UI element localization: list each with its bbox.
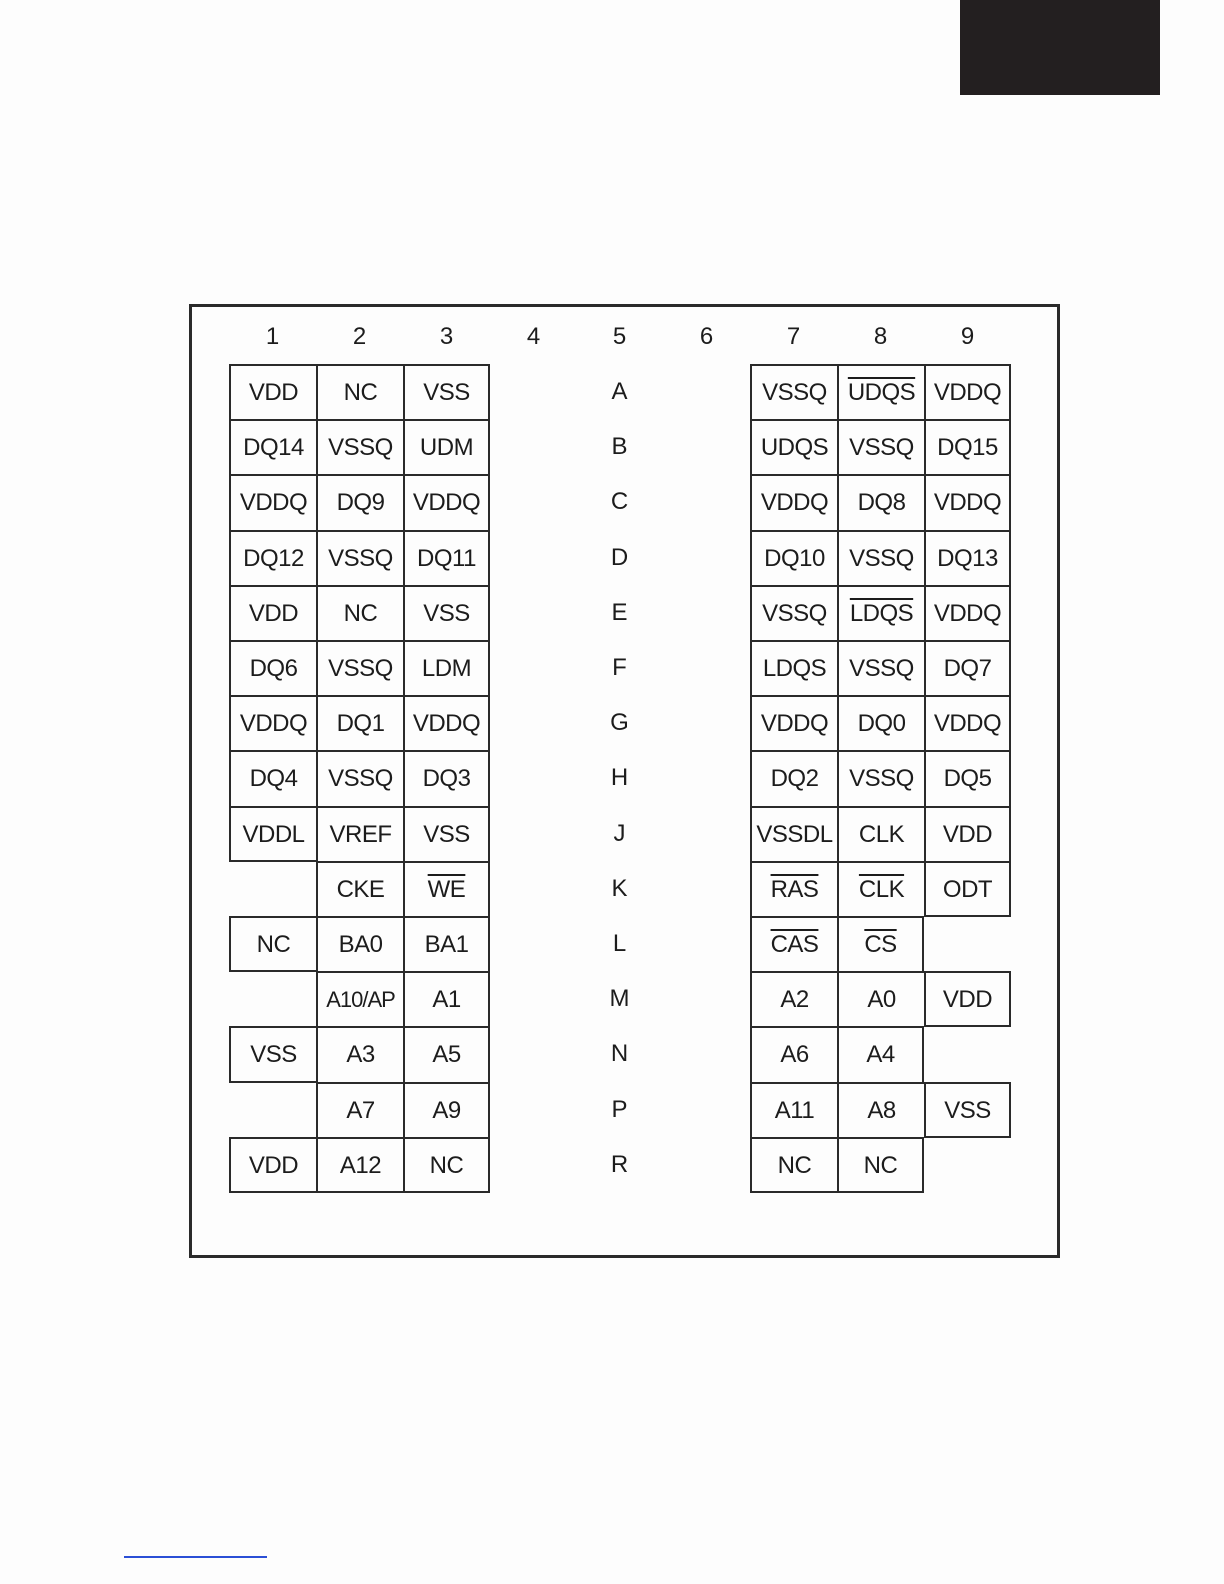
pin-label: VDDQ [933, 489, 1002, 517]
pin-N3 [403, 1026, 490, 1082]
pin-label: VDDL [242, 820, 305, 848]
pin-M2 [316, 971, 403, 1027]
pin-J9 [924, 806, 1011, 862]
pin-label: VSS [423, 599, 470, 627]
pin-L8 [837, 916, 924, 972]
pin-label: DQ7 [943, 655, 992, 682]
pin-label: ODT [942, 875, 993, 903]
pin-L1 [229, 916, 316, 972]
pin-B2 [316, 419, 403, 475]
pin-K7 [750, 861, 837, 917]
pin-N1 [229, 1026, 316, 1082]
pin-G8 [837, 695, 924, 751]
page-corner-tab [960, 0, 1160, 95]
pin-G2 [316, 695, 403, 751]
pin-label: VDDQ [412, 489, 481, 517]
pin-label: DQ5 [943, 765, 992, 793]
pin-label: VSSQ [328, 434, 393, 462]
pin-H3 [403, 750, 490, 806]
pin-A1 [229, 364, 316, 420]
pin-N7 [750, 1026, 837, 1082]
row-label-K: K [611, 874, 628, 902]
pin-J8 [837, 806, 924, 862]
pin-A3 [403, 364, 490, 420]
pin-label: NC [343, 379, 378, 406]
row-label-L: L [612, 930, 627, 957]
pin-label: DQ2 [770, 765, 819, 793]
row-label-R: R [610, 1150, 629, 1178]
pin-F8 [837, 640, 924, 696]
pin-label: VSSQ [849, 544, 914, 572]
pin-D8 [837, 530, 924, 586]
pin-R2 [316, 1137, 403, 1193]
pin-P2 [316, 1082, 403, 1138]
pin-M8 [837, 971, 924, 1027]
pin-label: DQ4 [249, 765, 298, 793]
pin-label: VSSQ [328, 765, 393, 793]
pin-B3 [403, 419, 490, 475]
pin-label: VDDQ [239, 710, 308, 738]
pin-D3 [403, 530, 490, 586]
pin-M9 [924, 971, 1011, 1027]
pin-F3 [403, 640, 490, 696]
pin-label: VSSQ [849, 655, 914, 682]
pin-label: NC [256, 931, 291, 958]
pin-D1 [229, 530, 316, 586]
pin-B1 [229, 419, 316, 475]
pin-C7 [750, 474, 837, 530]
pin-G3 [403, 695, 490, 751]
pin-J2 [316, 806, 403, 862]
pin-E1 [229, 585, 316, 641]
pin-label: DQ3 [422, 765, 471, 793]
pin-M7 [750, 971, 837, 1027]
pin-label: A8 [867, 1096, 896, 1124]
pin-label: A7 [346, 1096, 375, 1124]
pin-H8 [837, 750, 924, 806]
pin-label: A12 [339, 1151, 382, 1179]
row-label-P: P [611, 1095, 628, 1123]
pin-label: VDDQ [933, 379, 1002, 406]
pin-label: DQ8 [857, 489, 906, 517]
pin-label: DQ10 [764, 544, 825, 572]
pin-P7 [750, 1082, 837, 1138]
pin-label: UDQS [760, 434, 829, 462]
pin-label: VSS [423, 820, 470, 848]
pin-label: VSSQ [328, 544, 393, 572]
pin-label: UDM [419, 434, 474, 462]
pin-label: LDQS [849, 599, 914, 627]
pin-label: VSS [944, 1096, 991, 1124]
pin-label: NC [343, 599, 378, 627]
pin-label: VREF [329, 820, 392, 848]
pin-A2 [316, 364, 403, 420]
pin-D2 [316, 530, 403, 586]
pin-L2 [316, 916, 403, 972]
pin-label: VSSQ [762, 379, 827, 406]
pin-P8 [837, 1082, 924, 1138]
row-label-N: N [610, 1040, 629, 1068]
column-header-9: 9 [960, 323, 975, 350]
pin-E8 [837, 585, 924, 641]
pin-label: VSSQ [328, 655, 393, 682]
pin-label: NC [863, 1151, 898, 1179]
pin-label: $\overline{RAS}$ [770, 875, 819, 903]
pin-label: CKE [336, 875, 385, 903]
pin-label: VSSQ [849, 765, 914, 793]
pin-label: A2 [780, 986, 809, 1014]
pin-label: A5 [432, 1041, 461, 1069]
pin-J7 [750, 806, 837, 862]
pin-label: DQ1 [336, 710, 385, 738]
column-header-1: 1 [265, 323, 280, 350]
column-header-2: 2 [352, 323, 367, 350]
pin-label: A6 [780, 1041, 809, 1069]
pin-label: A1 [432, 986, 461, 1014]
pin-label: A10/AP [326, 987, 395, 1013]
pin-R3 [403, 1137, 490, 1193]
pin-B7 [750, 419, 837, 475]
pin-C1 [229, 474, 316, 530]
pin-label: VDD [248, 1151, 299, 1179]
pin-label: DQ9 [336, 489, 385, 517]
pin-E9 [924, 585, 1011, 641]
pin-K3 [403, 861, 490, 917]
pin-label: NC [429, 1151, 464, 1179]
pin-N8 [837, 1026, 924, 1082]
pin-L3 [403, 916, 490, 972]
row-label-F: F [612, 654, 627, 681]
pin-label: VSSQ [849, 434, 914, 462]
pin-A7 [750, 364, 837, 420]
pin-label: LDM [421, 655, 472, 682]
pin-label: VDDQ [239, 489, 308, 517]
pin-F1 [229, 640, 316, 696]
pin-A8 [837, 364, 924, 420]
pin-R7 [750, 1137, 837, 1193]
pin-J3 [403, 806, 490, 862]
pin-label: $\overline{CLK}$ [858, 875, 905, 903]
row-label-E: E [611, 598, 628, 626]
pin-G9 [924, 695, 1011, 751]
pin-label: DQ13 [937, 544, 998, 572]
pin-H7 [750, 750, 837, 806]
column-header-8: 8 [873, 323, 888, 350]
pin-B8 [837, 419, 924, 475]
column-header-4: 4 [526, 323, 541, 350]
row-label-M: M [609, 985, 630, 1013]
pin-H2 [316, 750, 403, 806]
pin-C2 [316, 474, 403, 530]
pin-label: A0 [867, 986, 896, 1014]
pin-label: A3 [346, 1041, 375, 1069]
pin-label: VDDQ [760, 489, 829, 517]
pin-P3 [403, 1082, 490, 1138]
pin-label: DQ14 [243, 434, 304, 462]
pin-label: A4 [866, 1041, 895, 1069]
pin-label: VSSDL [756, 820, 833, 848]
pin-E3 [403, 585, 490, 641]
pin-K9 [924, 861, 1011, 917]
pin-label: UDQS [847, 379, 916, 406]
pin-C3 [403, 474, 490, 530]
pin-F2 [316, 640, 403, 696]
pin-label: VDD [942, 986, 993, 1014]
pin-F9 [924, 640, 1011, 696]
pin-M3 [403, 971, 490, 1027]
pin-label: DQ6 [249, 655, 298, 682]
pin-label: BA1 [424, 931, 469, 958]
pin-G7 [750, 695, 837, 751]
pin-label: VSS [250, 1041, 297, 1069]
pin-K8 [837, 861, 924, 917]
footer-link-underline[interactable] [124, 1556, 267, 1558]
column-header-7: 7 [786, 323, 801, 350]
pin-K2 [316, 861, 403, 917]
pin-A9 [924, 364, 1011, 420]
row-label-H: H [610, 764, 629, 792]
pin-B9 [924, 419, 1011, 475]
pin-label: VDD [248, 379, 299, 406]
column-header-6: 6 [699, 323, 714, 350]
pin-P9 [924, 1082, 1011, 1138]
pin-H9 [924, 750, 1011, 806]
pin-C9 [924, 474, 1011, 530]
column-header-3: 3 [439, 323, 454, 350]
pin-D9 [924, 530, 1011, 586]
pin-label: $\overline{CAS}$ [770, 931, 819, 958]
row-label-B: B [611, 433, 628, 461]
pin-label: A11 [774, 1096, 815, 1124]
pin-E2 [316, 585, 403, 641]
pin-label: $\overline{WE}$ [427, 875, 466, 903]
row-label-J: J [613, 819, 626, 847]
pin-label: VDDQ [760, 710, 829, 738]
pin-L7 [750, 916, 837, 972]
pin-label: VDDQ [933, 599, 1002, 627]
pin-label: VSSQ [762, 599, 827, 627]
pin-H1 [229, 750, 316, 806]
pin-N2 [316, 1026, 403, 1082]
pin-J1 [229, 806, 316, 862]
pin-label: VDD [248, 599, 299, 627]
pin-label: VDDQ [933, 710, 1002, 738]
pin-label: VDD [942, 820, 993, 848]
pin-label: DQ11 [417, 544, 476, 572]
pin-label: DQ12 [243, 544, 304, 572]
row-label-C: C [610, 488, 629, 516]
pin-label: VDDQ [412, 710, 481, 738]
row-label-D: D [610, 543, 629, 571]
pin-F7 [750, 640, 837, 696]
pin-label: NC [777, 1151, 812, 1179]
pin-label: A9 [432, 1096, 461, 1124]
pin-R8 [837, 1137, 924, 1193]
pin-E7 [750, 585, 837, 641]
pin-label: DQ0 [857, 710, 906, 738]
pin-label: LDQS [762, 655, 827, 682]
pin-label: CLK [858, 820, 905, 848]
pin-label: VSS [423, 379, 470, 406]
pin-C8 [837, 474, 924, 530]
pin-label: BA0 [338, 931, 383, 958]
pin-G1 [229, 695, 316, 751]
pin-D7 [750, 530, 837, 586]
column-header-5: 5 [612, 323, 627, 350]
row-label-A: A [611, 378, 628, 405]
pin-label: $\overline{CS}$ [864, 931, 897, 958]
pin-label: DQ15 [937, 434, 998, 462]
pin-R1 [229, 1137, 316, 1193]
row-label-G: G [610, 709, 629, 737]
